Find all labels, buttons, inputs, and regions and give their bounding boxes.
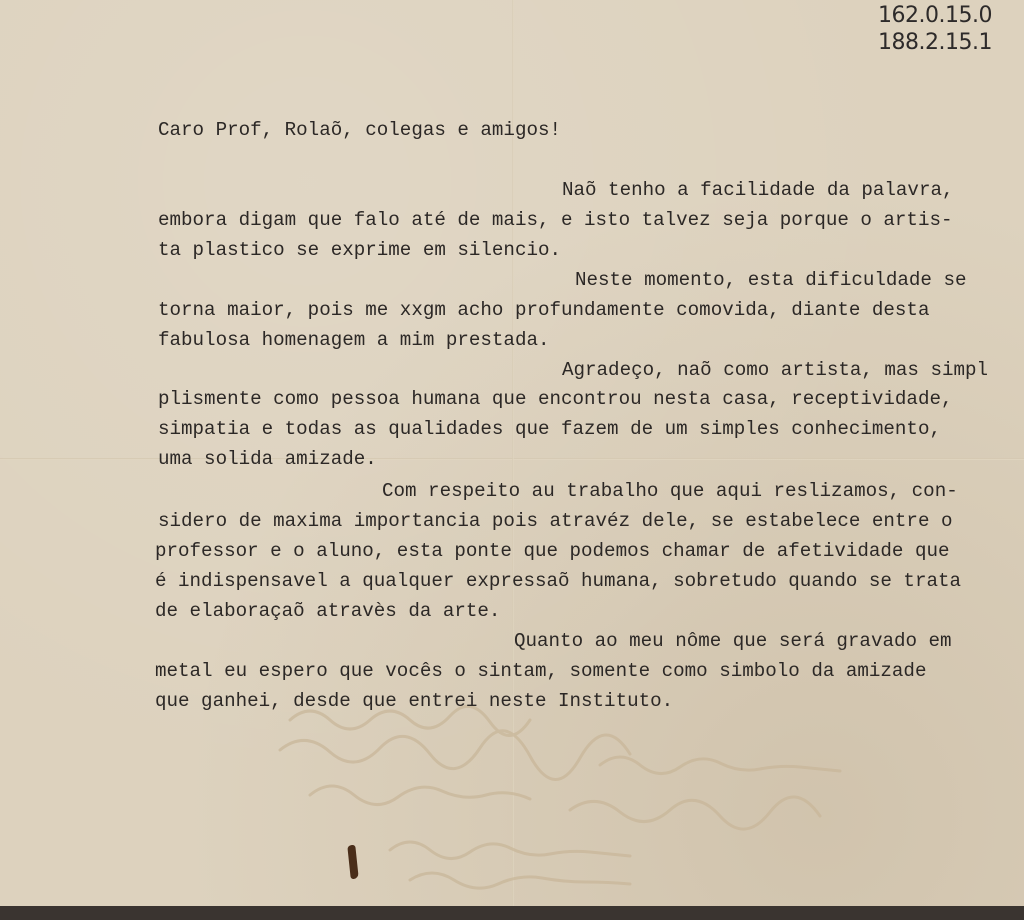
archive-reference [878,2,992,56]
letter-line: professor e o aluno, esta ponte que podemos chamar de afetividade que [155,540,950,562]
archive-reference-line: 162.0.15.0 [878,3,992,28]
bleed-through-handwriting [270,690,890,900]
letter-line: Quanto ao meu nôme que será gravado em [514,630,952,652]
letter-line: fabulosa homenagem a mim prestada. [158,329,550,351]
letter-line: metal eu espero que vocês o sintam, somente como simbolo da amizade [155,660,927,682]
letter-line: torna maior, pois me xxgm acho profundamente comovida, diante desta [158,299,930,321]
letter-line: é indispensavel a qualquer expressaõ humana, sobretudo quando se trata [155,570,962,592]
letter-line: embora digam que falo até de mais, e isto talvez seja porque o artis- [158,209,953,231]
letter-line: plismente como pessoa humana que encontrou nesta casa, receptividade, [158,388,953,410]
letter-line: ta plastico se exprime em silencio. [158,239,562,261]
letter-line: sidero de maxima importancia pois atravéz dele, se estabelece entre o [158,510,953,532]
scan-bottom-edge [0,906,1024,920]
letter-line: Naõ tenho a facilidade da palavra, [562,179,954,201]
letter-line: simpatia e todas as qualidades que fazem de um simples conhecimento, [158,418,941,440]
letter-line: Com respeito au trabalho que aqui reslizamos, con- [382,480,958,502]
letter-line: de elaboraçaõ atravès da arte. [155,600,501,622]
archive-reference-line: 188.2.15.1 [878,30,992,55]
letter-line: Agradeço, naõ como artista, mas simpl [562,359,989,381]
letter-greeting: Caro Prof, Rolaõ, colegas e amigos! [158,119,562,141]
letter-closing-line: que ganhei, desde que entrei neste Instituto. [155,690,674,712]
letter-line: uma solida amizade. [158,448,377,470]
letter-line: Neste momento, esta dificuldade se [575,269,967,291]
